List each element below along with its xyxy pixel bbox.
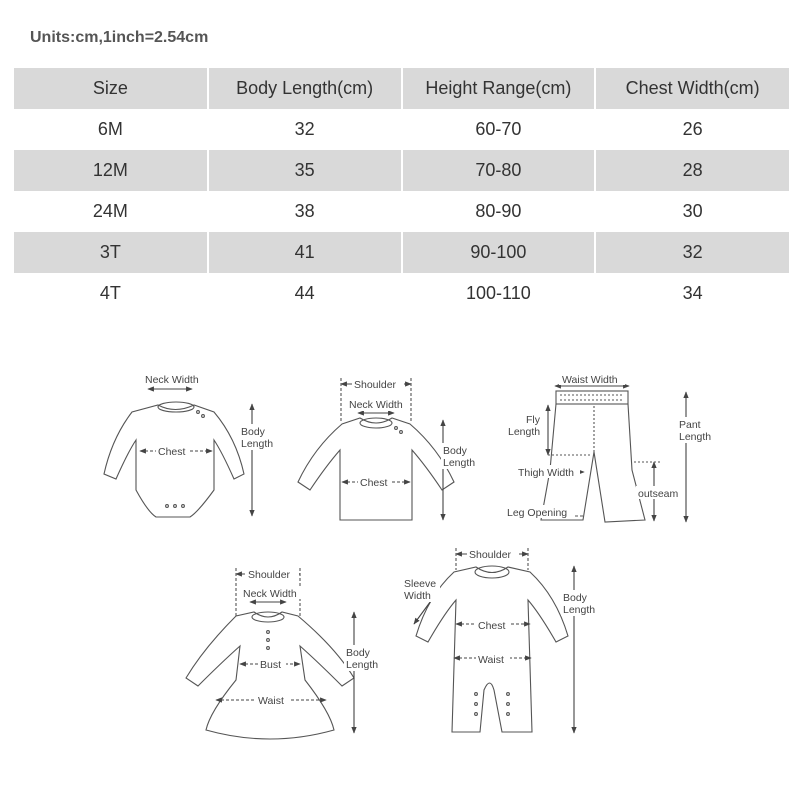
label-body: Body — [443, 445, 467, 457]
label-shoulder: Shoulder — [248, 569, 291, 581]
label-bust: Bust — [260, 659, 282, 671]
label-waist: Waist — [258, 695, 284, 707]
label-fly: Fly — [526, 414, 540, 426]
cell-chest-width: 30 — [595, 191, 789, 232]
cell-body-length: 44 — [208, 273, 402, 314]
label-length: Length — [508, 426, 541, 438]
cell-body-length: 32 — [208, 109, 402, 150]
header-height-range: Height Range(cm) — [402, 68, 596, 109]
label-length: Length — [241, 438, 274, 450]
header-body-length: Body Length(cm) — [208, 68, 402, 109]
cell-chest-width: 34 — [595, 273, 789, 314]
label-neck-width: Neck Width — [145, 374, 199, 386]
pants-waistband — [556, 391, 628, 404]
cell-size: 12M — [14, 150, 208, 191]
cell-chest-width: 32 — [595, 232, 789, 273]
label-length: Length — [563, 604, 596, 616]
label-length: Length — [346, 659, 379, 671]
label-outseam: outseam — [638, 488, 679, 500]
cell-chest-width: 28 — [595, 150, 789, 191]
cell-height-range: 80-90 — [402, 191, 596, 232]
cell-body-length: 41 — [208, 232, 402, 273]
label-body: Body — [346, 647, 370, 659]
cell-size: 3T — [14, 232, 208, 273]
label-sleeve: Sleeve — [404, 578, 437, 590]
label-body: Body — [241, 426, 265, 438]
dress-outline — [186, 612, 354, 739]
label-neck-width: Neck Width — [243, 588, 297, 600]
cell-size: 4T — [99, 283, 121, 303]
bodysuit-outline — [104, 405, 244, 517]
cell-body-length: 35 — [208, 150, 402, 191]
cell-chest-width: 26 — [595, 109, 789, 150]
label-shoulder: Shoulder — [469, 549, 512, 561]
cell-size: 24M — [92, 201, 128, 221]
label-chest: Chest — [478, 620, 506, 632]
label-leg-opening: Leg Opening — [507, 507, 568, 519]
label-shoulder: Shoulder — [354, 379, 397, 391]
label-length: Length — [679, 431, 712, 443]
cell-height-range: 100-110 — [402, 273, 596, 314]
pants-outline — [541, 404, 645, 522]
cell-height-range: 70-80 — [402, 150, 596, 191]
label-chest: Chest — [360, 477, 388, 489]
header-size: Size — [14, 68, 208, 109]
label-thigh-width: Thigh Width — [518, 467, 575, 479]
label-pant: Pant — [679, 419, 701, 431]
label-body: Body — [563, 592, 587, 604]
romper-diagram — [414, 548, 574, 733]
label-waist-width: Waist Width — [562, 374, 618, 386]
label-length: Length — [443, 457, 476, 469]
cell-height-range: 90-100 — [402, 232, 596, 273]
cell-body-length: 38 — [208, 191, 402, 232]
label-chest: Chest — [158, 446, 186, 458]
label-neck-width: Neck Width — [349, 399, 403, 411]
pants-diagram — [540, 386, 686, 522]
units-note: Units:cm,1inch=2.54cm — [30, 29, 209, 46]
cell-size: 6M — [97, 119, 123, 139]
label-width: Width — [404, 590, 431, 602]
label-waist: Waist — [478, 654, 504, 666]
header-chest-width: Chest Width(cm) — [595, 68, 789, 109]
top-outline — [298, 418, 454, 520]
cell-height-range: 60-70 — [402, 109, 596, 150]
